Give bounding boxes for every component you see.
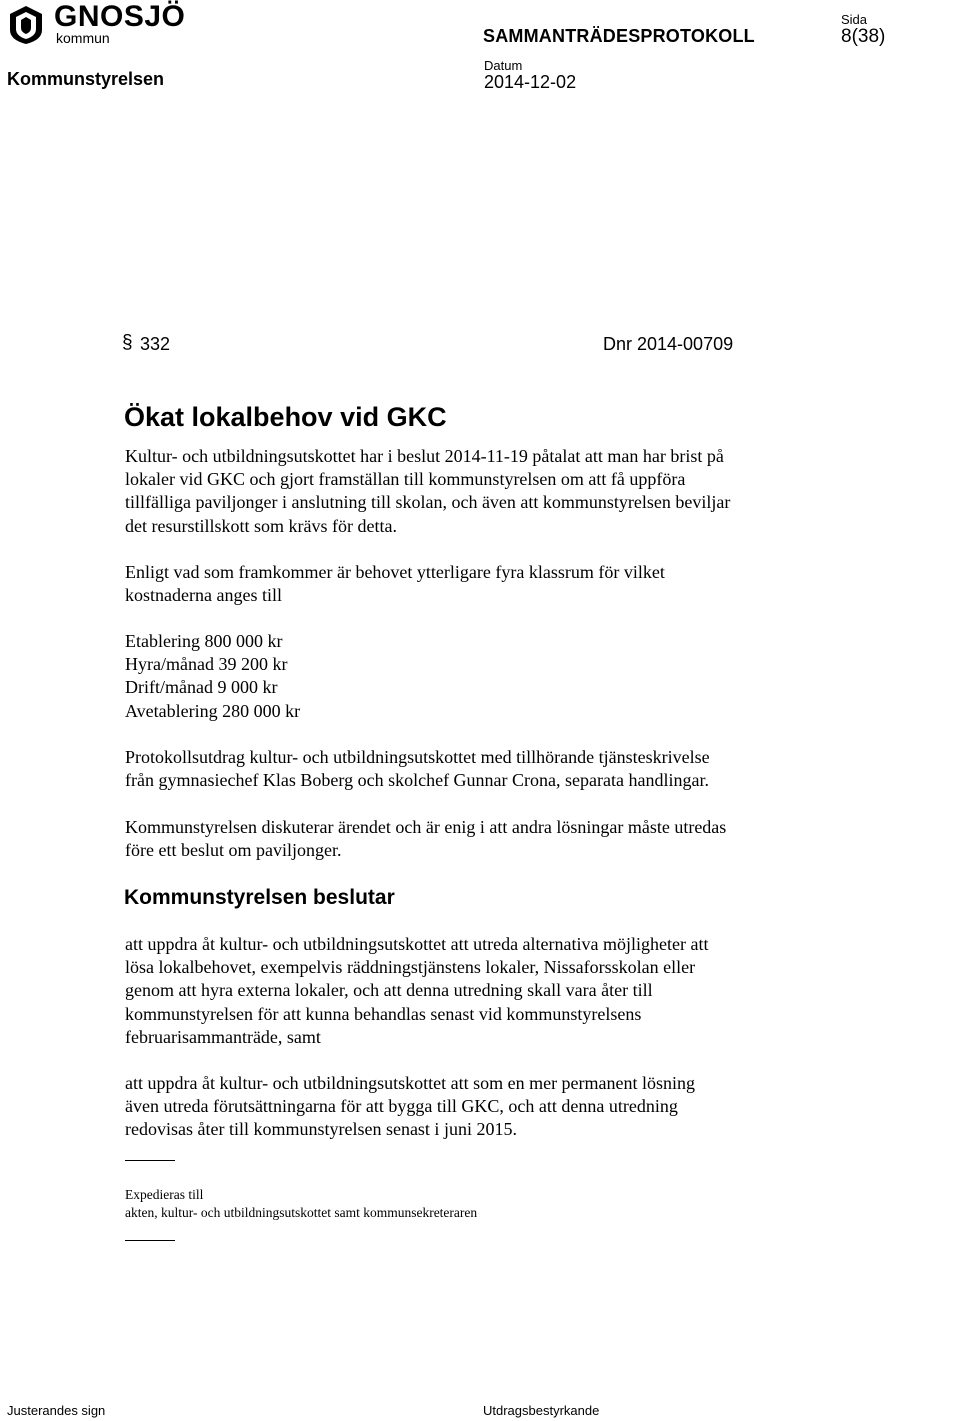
- text-line: genom att hyra externa lokaler, och att denna utredning skall vara åter till: [125, 980, 653, 1001]
- text-line: Kommunstyrelsen diskuterar ärendet och är enig i att andra lösningar måste utredas: [125, 817, 727, 837]
- text-line: från gymnasiechef Klas Boberg och skolchef Gunnar Crona, separata handlingar.: [125, 770, 709, 791]
- registration-number: Dnr 2014-00709: [603, 334, 734, 354]
- text-line: tillfälliga paviljonger i anslutning till skolan, och även att kommunstyrelsen beviljar: [125, 492, 731, 513]
- paragraph-sign: §: [122, 332, 133, 353]
- text-line: Kultur- och utbildningsutskottet har i beslut 2014-11-19 påtalat att man har brist på: [125, 446, 724, 466]
- dispatch-recipients: akten, kultur- och utbildningsutskottet samt kommunsekreteraren: [125, 1205, 478, 1220]
- text-line: kostnaderna anges till: [125, 585, 282, 606]
- logo-subtitle: kommun: [56, 30, 110, 46]
- date-label: Datum: [484, 58, 523, 73]
- cost-list: [125, 630, 825, 723]
- signature-label: Justerandes sign: [7, 1403, 106, 1418]
- logo-wordmark: GNOSJÖ: [54, 0, 186, 33]
- decision-paragraph-2: [125, 1072, 825, 1142]
- section-title: Ökat lokalbehov vid GKC: [124, 402, 447, 432]
- text-line: Protokollsutdrag kultur- och utbildningsutskottet med tillhörande tjänsteskrivelse: [125, 747, 710, 767]
- municipality-logo: [4, 0, 186, 46]
- cost-item: Hyra/månad 39 200 kr: [125, 654, 288, 675]
- decision-heading: Kommunstyrelsen beslutar: [124, 886, 395, 909]
- discussion-paragraph: [125, 816, 825, 862]
- text-line: kommunstyrelsen för att kunna behandlas senast vid kommunstyrelsens: [125, 1003, 642, 1024]
- logo-emblem-icon: [6, 4, 46, 46]
- cost-item: Etablering 800 000 kr: [125, 631, 283, 651]
- needs-paragraph: [125, 561, 825, 607]
- text-line: det resurstillskott som krävs för detta.: [125, 515, 397, 536]
- date-value: 2014-12-02: [484, 72, 577, 92]
- text-line: även utreda förutsättningarna för att bygga till GKC, och att denna utredning: [125, 1096, 678, 1117]
- intro-paragraph: [125, 445, 825, 538]
- divider-line: [125, 1240, 175, 1241]
- text-line: redovisas åter till kommunstyrelsen senast i juni 2015.: [125, 1119, 517, 1140]
- document-type: SAMMANTRÄDESPROTOKOLL: [483, 26, 755, 46]
- text-line: lösa lokalbehovet, exempelvis räddningstjänstens lokaler, Nissaforsskolan eller: [125, 957, 696, 978]
- text-line: februarisammanträde, samt: [125, 1026, 321, 1047]
- page-label: Sida: [841, 12, 868, 27]
- text-line: Enligt vad som framkommer är behovet ytterligare fyra klassrum för vilket: [125, 562, 665, 582]
- text-line: före ett beslut om paviljonger.: [125, 840, 342, 861]
- section-number: 332: [140, 334, 171, 354]
- cost-item: Drift/månad 9 000 kr: [125, 677, 278, 698]
- cost-item: Avetablering 280 000 kr: [125, 700, 301, 721]
- extract-paragraph: [125, 746, 825, 792]
- text-line: att uppdra åt kultur- och utbildningsutskottet att utreda alternativa möjligheter att: [125, 934, 709, 954]
- page-number: 8(38): [841, 26, 886, 47]
- divider-line: [125, 1160, 175, 1161]
- dispatch-label: Expedieras till: [125, 1187, 204, 1202]
- text-line: att uppdra åt kultur- och utbildningsutskottet att som en mer permanent lösning: [125, 1073, 696, 1093]
- certification-label: Utdragsbestyrkande: [483, 1403, 600, 1418]
- organization-name: Kommunstyrelsen: [7, 69, 165, 89]
- text-line: lokaler vid GKC och gjort framställan till kommunstyrelsen om att få uppföra: [125, 469, 686, 490]
- decision-paragraph-1: [125, 933, 825, 1049]
